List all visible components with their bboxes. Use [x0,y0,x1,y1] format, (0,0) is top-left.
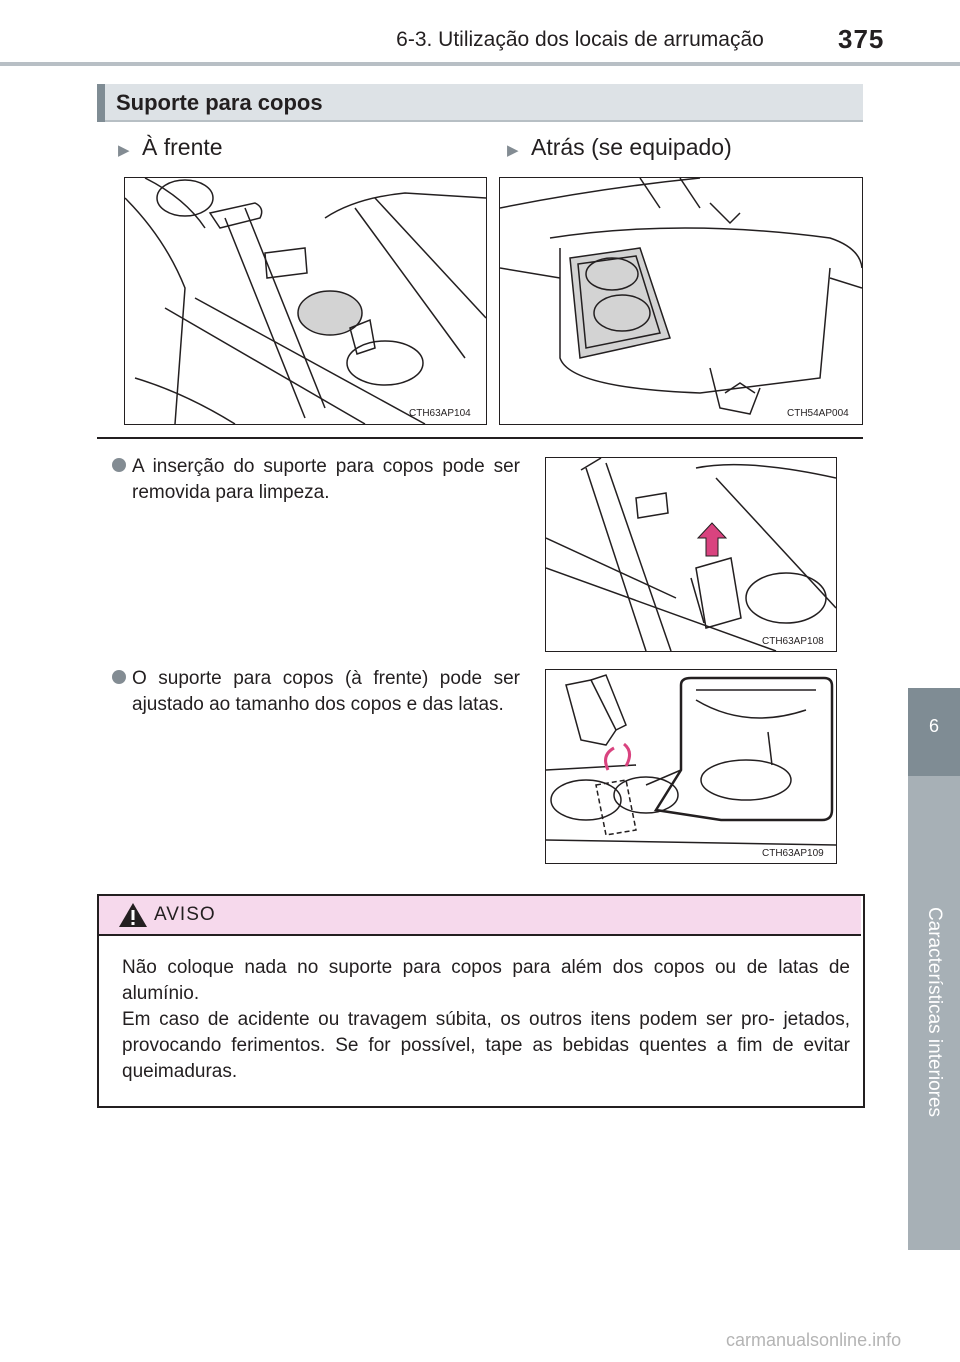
figure-code-front: CTH63AP104 [409,408,471,419]
front-console-illustration [125,178,486,424]
subheading-rear-label: Atrás (se equipado) [531,134,732,160]
adjust-holder-illustration [546,670,836,863]
figure-code-rear: CTH54AP004 [787,408,849,419]
bullet-text: A inserção do suporte para copos pode ser removida para limpeza. [132,456,520,503]
subheading-rear [507,134,732,161]
subheading-front-label: À frente [142,134,223,160]
section-title-accent [97,84,105,122]
bullet-dot-icon [112,458,126,472]
header-section-title: 6-3. Utilização dos locais de arrumação [396,28,764,51]
header-rule [0,62,960,66]
warning-paragraph: Não coloque nada no suporte para copos para além dos copos ou de latas de alumínio. [122,957,850,1004]
insert-removal-illustration [546,458,836,651]
warning-paragraph: Em caso de acidente ou travagem súbita, os outros itens podem ser pro- jetados, provocando ferimentos. Se for possível, tape as bebidas quentes a fim de evitar queimaduras. [122,1009,850,1082]
bullet-dot-icon [112,670,126,684]
bullet-item-adjustable-size [112,666,520,718]
figure-adjust-holder [545,669,837,864]
watermark: carmanualsonline.info [726,1330,902,1350]
rear-armrest-illustration [500,178,862,424]
chapter-number: 6 [928,716,939,736]
triangle-bullet-icon: ▶ [118,142,130,159]
bullet-item-insert-removal [112,454,520,506]
warning-triangle-icon [118,902,148,933]
chapter-title: Características interiores [924,906,945,1118]
bullet-text: O suporte para copos (à frente) pode ser ajustado ao tamanho dos copos e das latas. [132,668,520,715]
triangle-bullet-icon: ▶ [507,142,519,159]
figure-insert-removal [545,457,837,652]
figure-front-cup-holder [124,177,487,425]
figure-rear-cup-holder [499,177,863,425]
page-number: 375 [838,24,885,54]
section-divider [97,437,863,439]
figure-code-adjust: CTH63AP109 [762,848,824,859]
subheading-front [118,134,223,161]
figure-code-insert: CTH63AP108 [762,636,824,647]
warning-title: AVISO [154,904,216,925]
section-title: Suporte para copos [116,90,323,115]
warning-body [122,955,850,1085]
